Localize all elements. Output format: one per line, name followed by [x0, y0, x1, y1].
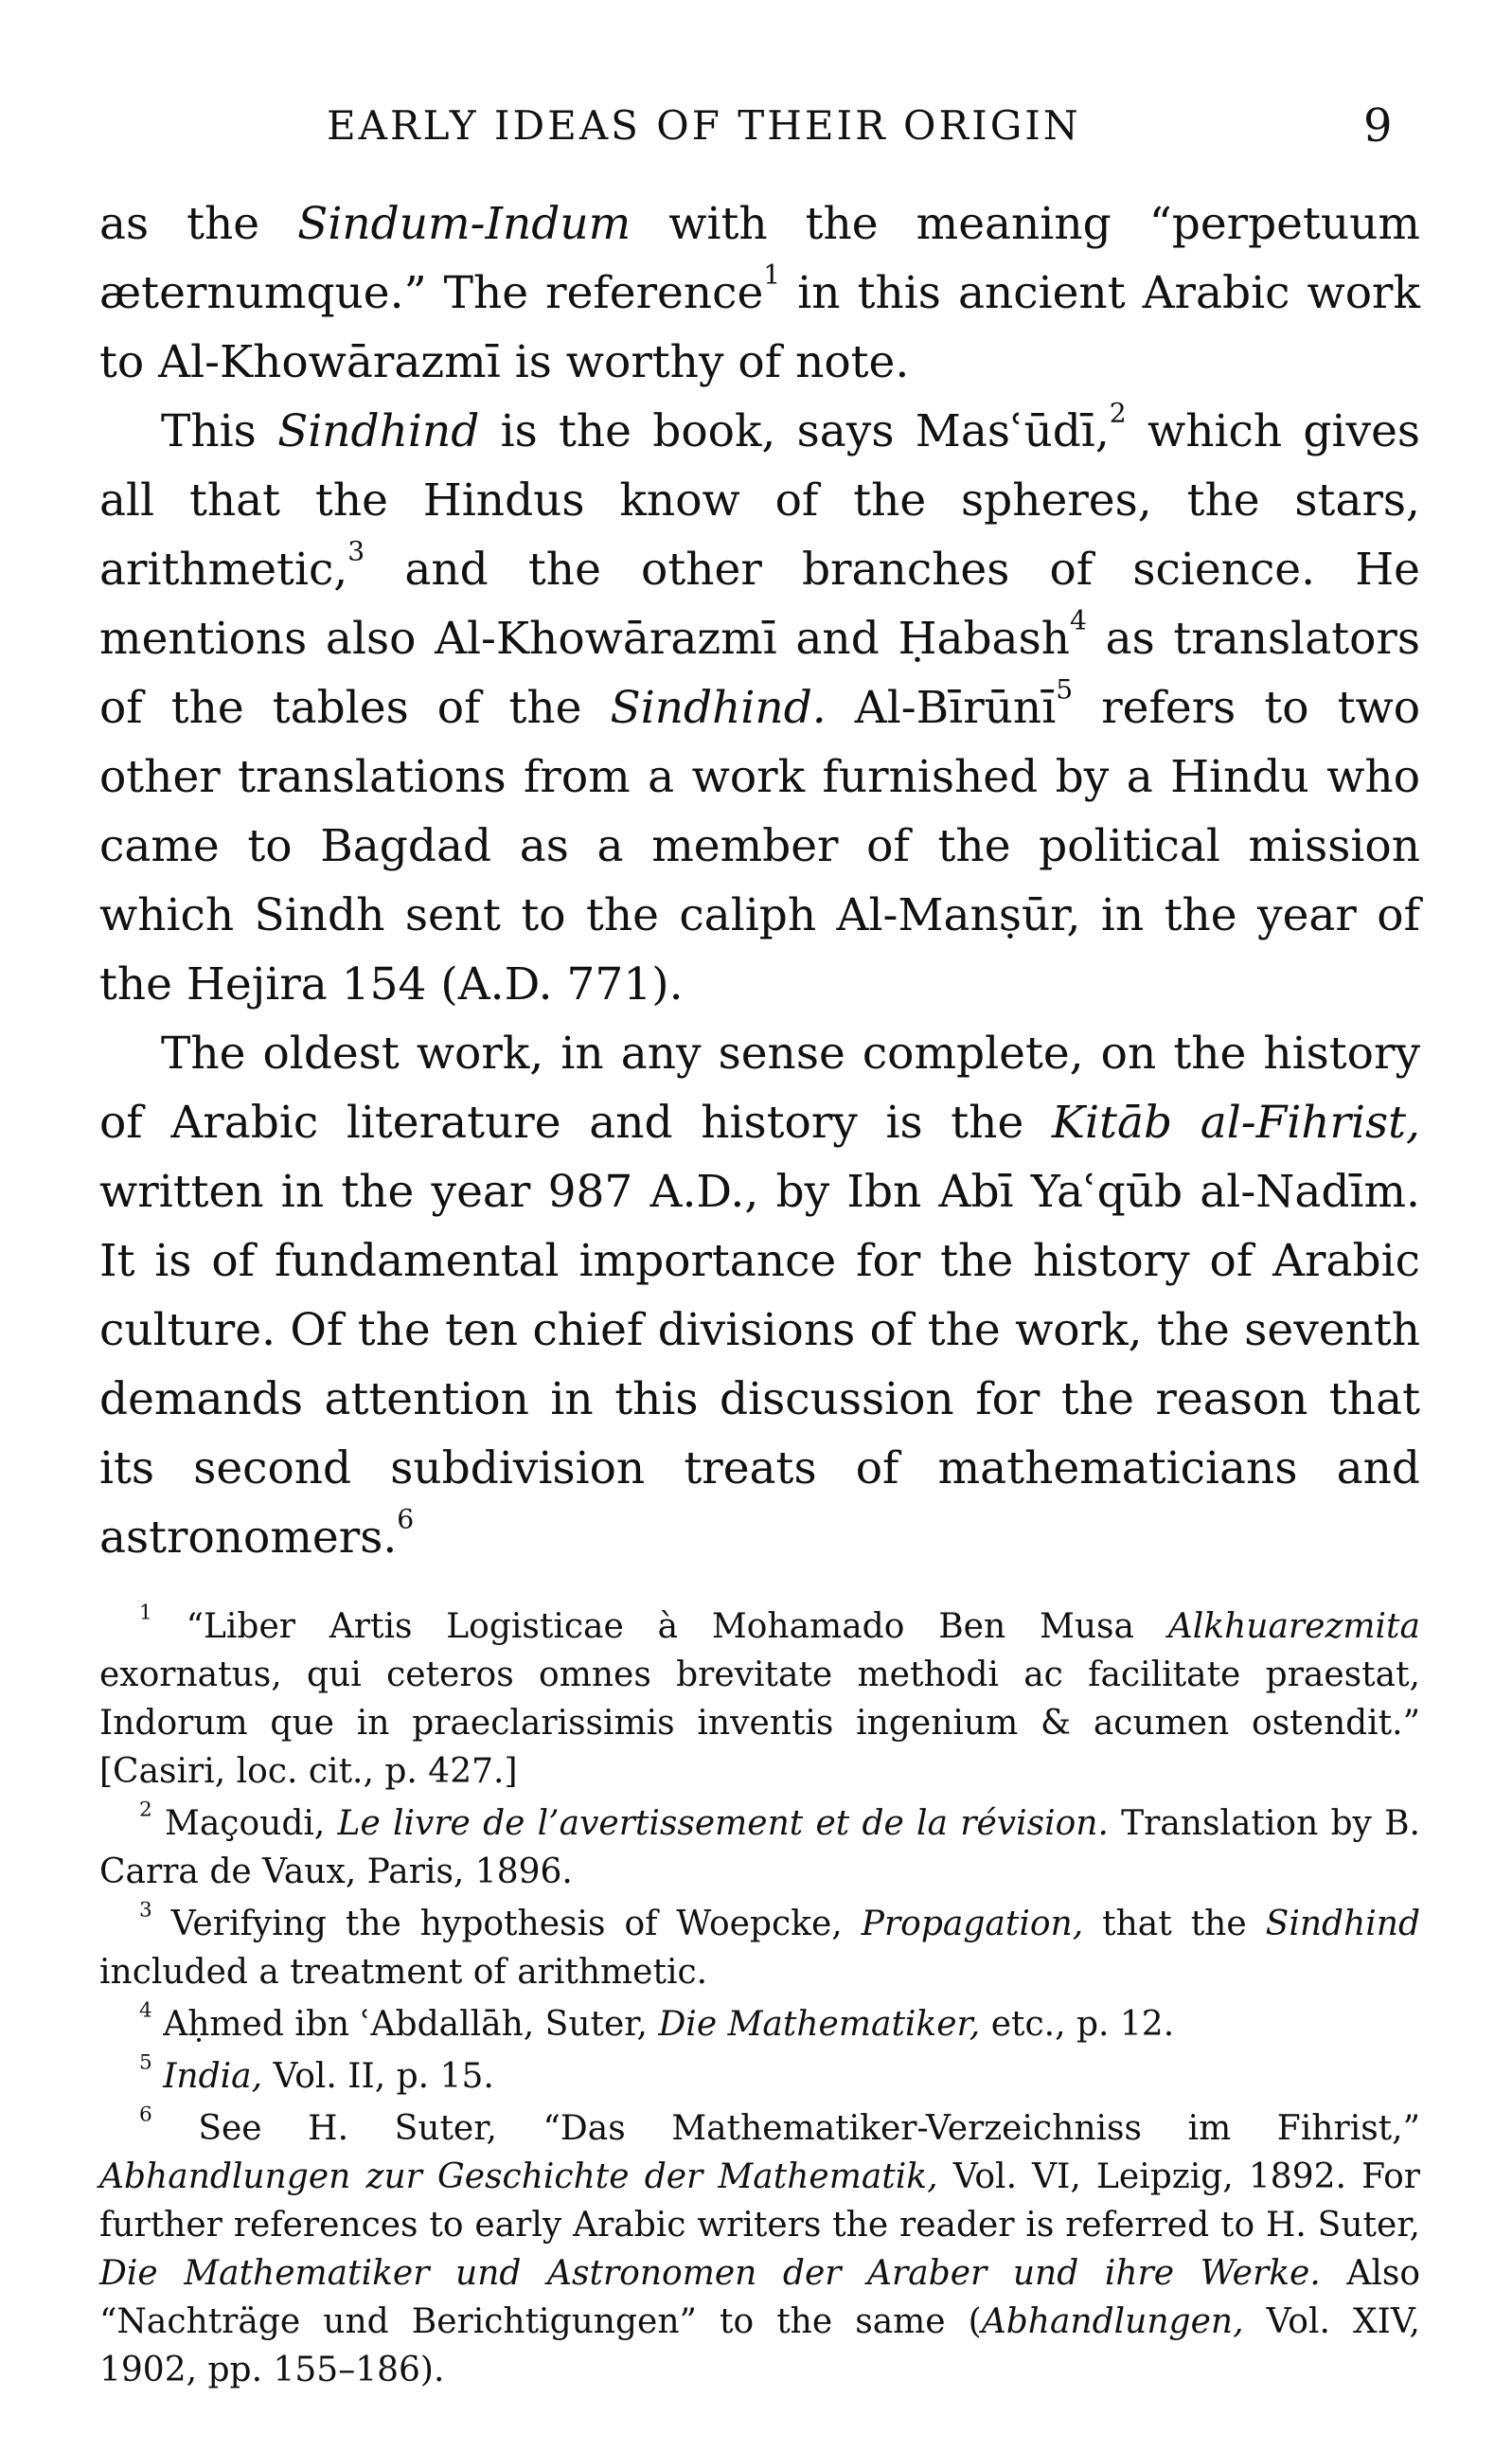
text-run: Vol. XIV, 1902, pp. 155–186). [99, 2302, 1420, 2389]
page-number: 9 [1363, 99, 1393, 152]
text-run: written in the year 987 [99, 1166, 650, 1218]
footnote-ref-6: 6 [397, 1503, 415, 1535]
text-run: The oldest work, in any sense complete, on the history of Arabic literature and history is the [99, 1028, 1420, 1149]
text-run: which gives all that the Hindus know of the spheres, the stars, arithmetic, [99, 405, 1421, 596]
italic-term: Sindhind [277, 405, 480, 457]
text-run: This [161, 405, 278, 457]
italic-term: Sindum-Indum [297, 198, 631, 250]
footnote-6 [99, 2104, 1420, 2394]
footnote-4 [99, 2000, 1420, 2048]
text-run: that the [1083, 1905, 1266, 1943]
running-title: EARLY IDEAS OF THEIR ORIGIN [327, 102, 1081, 149]
text-run: etc., p. 12. [980, 2005, 1175, 2044]
footnote-mark: 6 [139, 2102, 152, 2127]
text-run: , by Ibn Abī Yaʿqūb al-Nadīm. It is of fundamental importance for the history of Arabic culture. Of the ten chief divisions of the work, the seventh demands attention in this discussion for the reason that its second subdivision treats of mathematicians and astronomers. [99, 1166, 1420, 1564]
text-run: included a treatment of arithmetic. [99, 1953, 708, 1992]
main-text [99, 189, 1420, 1572]
text-run: See H. Suter, “Das Mathematiker-Verzeichniss im Fihrist,” [151, 2109, 1420, 2148]
footnote-mark: 3 [139, 1898, 152, 1923]
footnote-ref-2: 2 [1109, 397, 1127, 429]
italic-title: Abhandlungen, [981, 2302, 1244, 2341]
italic-title: Le livre de l’avertissement et de la révision. [337, 1804, 1109, 1843]
paragraph-3 [99, 1019, 1420, 1572]
text-run: exornatus, qui ceteros omnes brevitate methodi ac facilitate praestat, Indorum que in praeclarissimis inventis ingenium & acumen ostendit.” [Casiri, loc. cit., p. 427.] [99, 1655, 1420, 1791]
text-run: as the [99, 198, 298, 250]
text-run: Also “Nachträge und Berichtigungen” to the same ( [99, 2254, 1421, 2341]
text-run: Translation by B. Carra de Vaux, Paris, 1896. [99, 1804, 1420, 1891]
text-run: with the meaning “perpetuum æternumque.” The reference [99, 198, 1420, 319]
text-run: is the book, says Masʿūdī, [479, 405, 1110, 457]
footnote-mark: 2 [139, 1798, 152, 1822]
small-caps-era: A.D. [457, 958, 553, 1011]
italic-title: Propagation, [861, 1905, 1084, 1943]
footnote-ref-3: 3 [347, 535, 365, 567]
page-header [0, 93, 1512, 159]
italic-title: India, [163, 2057, 263, 2096]
paragraph-1 [99, 189, 1420, 397]
italic-title: Abhandlungen zur Geschichte der Mathematik, [99, 2157, 938, 2196]
footnote-5 [99, 2052, 1420, 2101]
small-caps-era: A.D. [649, 1166, 745, 1218]
italic-term: Kitāb al-Fihrist, [1051, 1097, 1420, 1149]
text-run: in this ancient Arabic work to Al-Khowārazmī is worthy of note. [99, 267, 1420, 388]
text-run: Vol. II, p. 15. [262, 2057, 494, 2096]
footnote-ref-1: 1 [763, 259, 781, 291]
italic-title: Die Mathematiker und Astronomen der Araber und ihre Werke. [99, 2254, 1321, 2293]
text-run: Aḥmed ibn ʿAbdallāh, Suter, [151, 2005, 659, 2044]
text-run: “Liber Artis Logisticae à Mohamado Ben Musa [151, 1607, 1168, 1646]
footnote-3 [99, 1900, 1420, 1996]
footnote-1 [99, 1602, 1420, 1796]
text-run: Vol. VI, Leipzig, 1892. For further references to early Arabic writers the reader is referred to H. Suter, [99, 2157, 1420, 2245]
text-run: and the other branches of science. He mentions also Al-Khowārazmī and Ḥabash [99, 544, 1420, 665]
footnote-2 [99, 1799, 1420, 1896]
italic-term: Alkhuarezmita [1167, 1607, 1420, 1646]
text-run: Verifying the hypothesis of Woepcke, [151, 1905, 862, 1943]
italic-term: Sindhind. [610, 682, 827, 734]
footnote-mark: 1 [139, 1601, 152, 1625]
text-run: refers to two other translations from a work furnished by a Hindu who came to Bagdad as a member of the political mission which Sindh sent to the caliph Al-Manṣūr, in the year of the Hejira 154 ( [99, 682, 1420, 1011]
text-run: 771). [552, 958, 684, 1011]
footnote-ref-5: 5 [1056, 673, 1074, 706]
text-run: Maçoudi, [151, 1804, 338, 1843]
footnote-mark: 5 [139, 2050, 152, 2075]
text-run: Al-Bīrūnī [826, 682, 1057, 734]
italic-title: Die Mathematiker, [658, 2005, 981, 2044]
paragraph-2 [99, 397, 1420, 1019]
footnotes [99, 1602, 1420, 2398]
text-run: as translators of the tables of the [99, 613, 1420, 734]
italic-term: Sindhind [1265, 1905, 1420, 1943]
footnote-mark: 4 [139, 1998, 152, 2023]
footnote-ref-4: 4 [1069, 604, 1087, 636]
